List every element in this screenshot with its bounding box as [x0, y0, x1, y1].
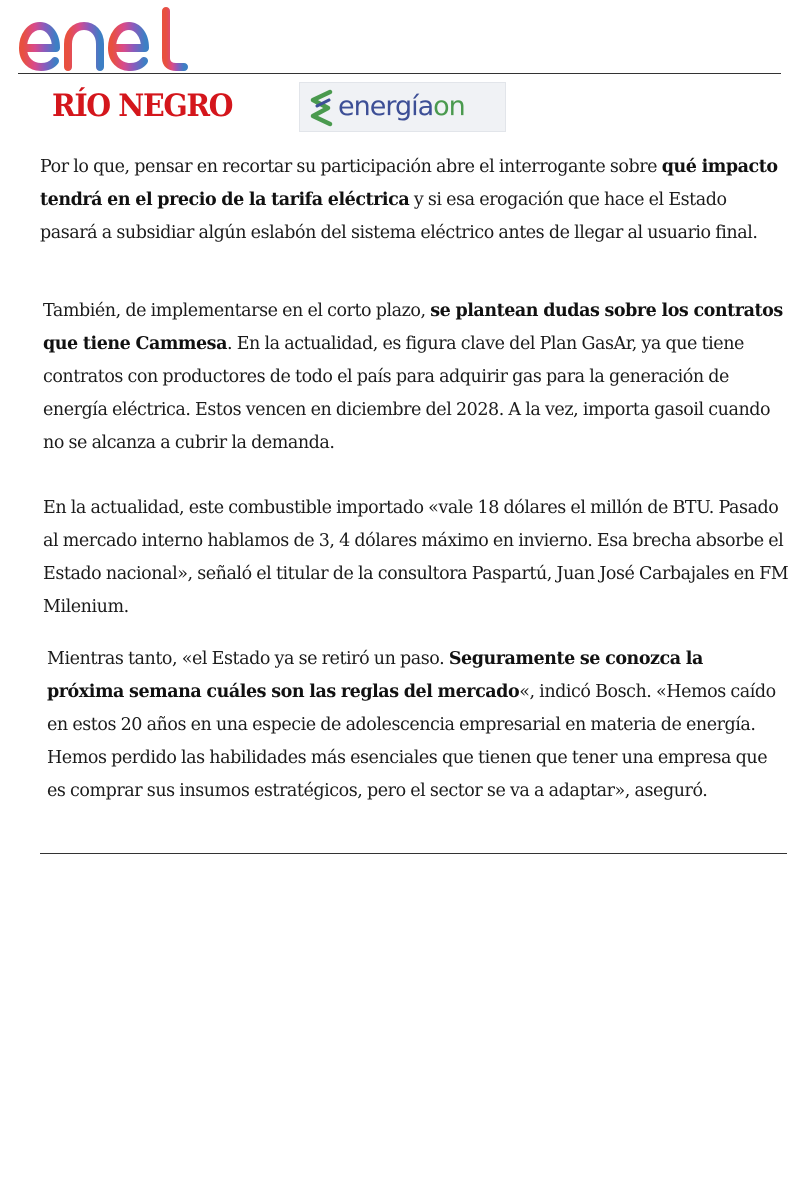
rionegro-logo[interactable]: RÍO NEGRO — [52, 88, 233, 124]
article-paragraph-1 — [40, 151, 780, 250]
p4-bold-1: Seguramente se conozca la próxima semana cuáles son las reglas del mercado — [47, 649, 703, 702]
p2-text-1: También, de implementarse en el corto plazo, — [43, 301, 431, 321]
energiaon-wordmark-part1: energía — [338, 91, 434, 122]
p1-bold-1: qué impacto tendrá en el precio de la tarifa eléctrica — [40, 157, 778, 210]
energiaon-logo[interactable] — [299, 82, 506, 132]
p4-text-1: Mientras tanto, «el Estado ya se retiró un paso. — [47, 649, 449, 669]
energiaon-wordmark — [338, 89, 465, 125]
p1-text-2: y si esa erogación que hace el Estado pasará a subsidiar algún eslabón del sistema eléctrico antes de llegar al usuario final. — [40, 190, 758, 243]
p4-text-2: «, indicó Bosch. «Hemos caído en estos 20 años en una especie de adolescencia empresarial en materia de energía. Hemos perdido las habilidades más esenciales que tienen que tener una empresa que es comprar sus insumos estratégicos, pero el sector se va a adaptar», aseguró. — [47, 682, 776, 801]
header-divider — [18, 73, 781, 74]
enel-logo[interactable] — [18, 6, 193, 72]
p2-text-2: . En la actualidad, es figura clave del Plan GasAr, ya que tiene contratos con productores de todo el país para adquirir gas para la generación de energía eléctrica. Estos vencen en diciembre del 2028. A la vez, importa gasoil cuando no se alcanza a cubrir la demanda. — [43, 334, 771, 453]
p3-text-1: En la actualidad, este combustible importado «vale 18 dólares el millón de BTU. Pasado al mercado interno hablamos de 3, 4 dólares máximo en invierno. Esa brecha absorbe el Estado nacional», señaló el titular de la consultora Paspartú, Juan José Carbajales en FM Milenium. — [43, 498, 789, 617]
energiaon-wordmark-part2: on — [433, 91, 465, 122]
enel-logo-text: enel — [18, 6, 21, 7]
p1-text-1: Por lo que, pensar en recortar su participación abre el interrogante sobre — [40, 157, 662, 177]
energiaon-mark-icon — [308, 89, 334, 127]
article-paragraph-2 — [43, 295, 788, 460]
p2-bold-1: se plantean dudas sobre los contratos que tiene Cammesa — [43, 301, 783, 354]
article-paragraph-4 — [47, 643, 782, 808]
article-paragraph-3 — [43, 492, 791, 624]
article-bottom-divider — [40, 853, 787, 854]
